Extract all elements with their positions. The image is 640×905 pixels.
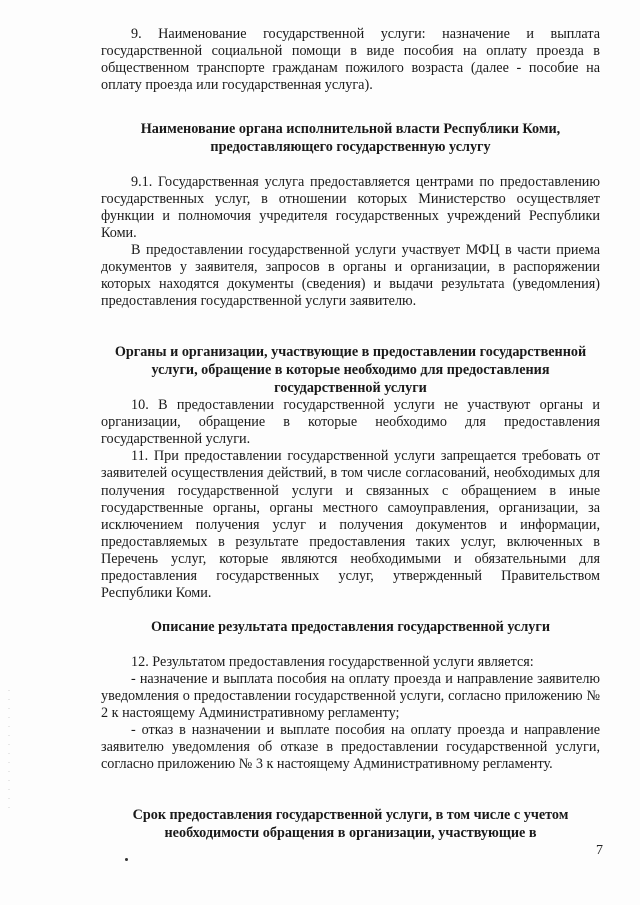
scan-margin-noise bbox=[8, 690, 10, 810]
heading-executive-body: Наименование органа исполнительной власти Республики Коми, предоставляющего государственную услугу bbox=[140, 121, 561, 155]
page-content bbox=[101, 26, 600, 843]
paragraph-12-refusal: - отказ в назначении и выплате пособия на оплату проезда и направление заявителю уведомления об отказе в предоставлении государственной услуги, согласно приложению № 3 к настоящему Административному регламенту. bbox=[101, 722, 600, 773]
heading-service-term: Срок предоставления государственной услуги, в том числе с учетом необходимости обращения в организации, участвующие в bbox=[132, 807, 569, 842]
scan-speck bbox=[125, 858, 128, 861]
paragraph-9-1-mfc: В предоставлении государственной услуги участвует МФЦ в части приема документов у заявителя, запросов в органы и организации, в распоряжении которых находятся документы (сведения) и выдачи результата (уведомления) предоставления государственной услуги заявителю. bbox=[101, 241, 600, 310]
heading-participating-bodies: Органы и организации, участвующие в предоставлении государственной услуги, обращение в которые необходимо для предоставления государственной услуги bbox=[114, 344, 587, 396]
paragraph-9-1: 9.1. Государственная услуга предоставляется центрами по предоставлению государственных услуг, в отношении которых Министерство осуществляет функции и полномочия учредителя государственных учреждений Республики Коми. bbox=[101, 173, 600, 241]
paragraph-11: 11. При предоставлении государственной услуги запрещается требовать от заявителей осуществления действий, в том числе согласований, необходимых для получения государственной услуги и связанных с обращением в иные государственные органы, органы местного самоуправления, организации, за исключением получения услуг и получения документов и информации, предоставляемых в результате предоставления таких услуг, включенных в Перечень услуг, которые являются необходимыми и обязательными для предоставления государственных услуг, утвержденный Правительством Республики Коми. bbox=[101, 448, 600, 602]
paragraph-10: 10. В предоставлении государственной услуги не участвуют органы и организации, обращение в которые необходимо для предоставления государственной услуги. bbox=[101, 397, 600, 448]
paragraph-9: 9. Наименование государственной услуги: назначение и выплата государственной социальной помощи в виде пособия на оплату проезда в общественном транспорте гражданам пожилого возраста (далее - пособие на оплату проезда или государственная услуга). bbox=[101, 26, 600, 94]
heading-result-description: Описание результата предоставления государственной услуги bbox=[151, 619, 550, 636]
paragraph-12-grant: - назначение и выплата пособия на оплату проезда и направление заявителю уведомления о предоставлении государственной услуги, согласно приложению № 2 к настоящему Административному регламенту; bbox=[101, 670, 600, 722]
paragraph-12: 12. Результатом предоставления государственной услуги является: bbox=[131, 653, 534, 670]
page-number: 7 bbox=[596, 843, 603, 858]
